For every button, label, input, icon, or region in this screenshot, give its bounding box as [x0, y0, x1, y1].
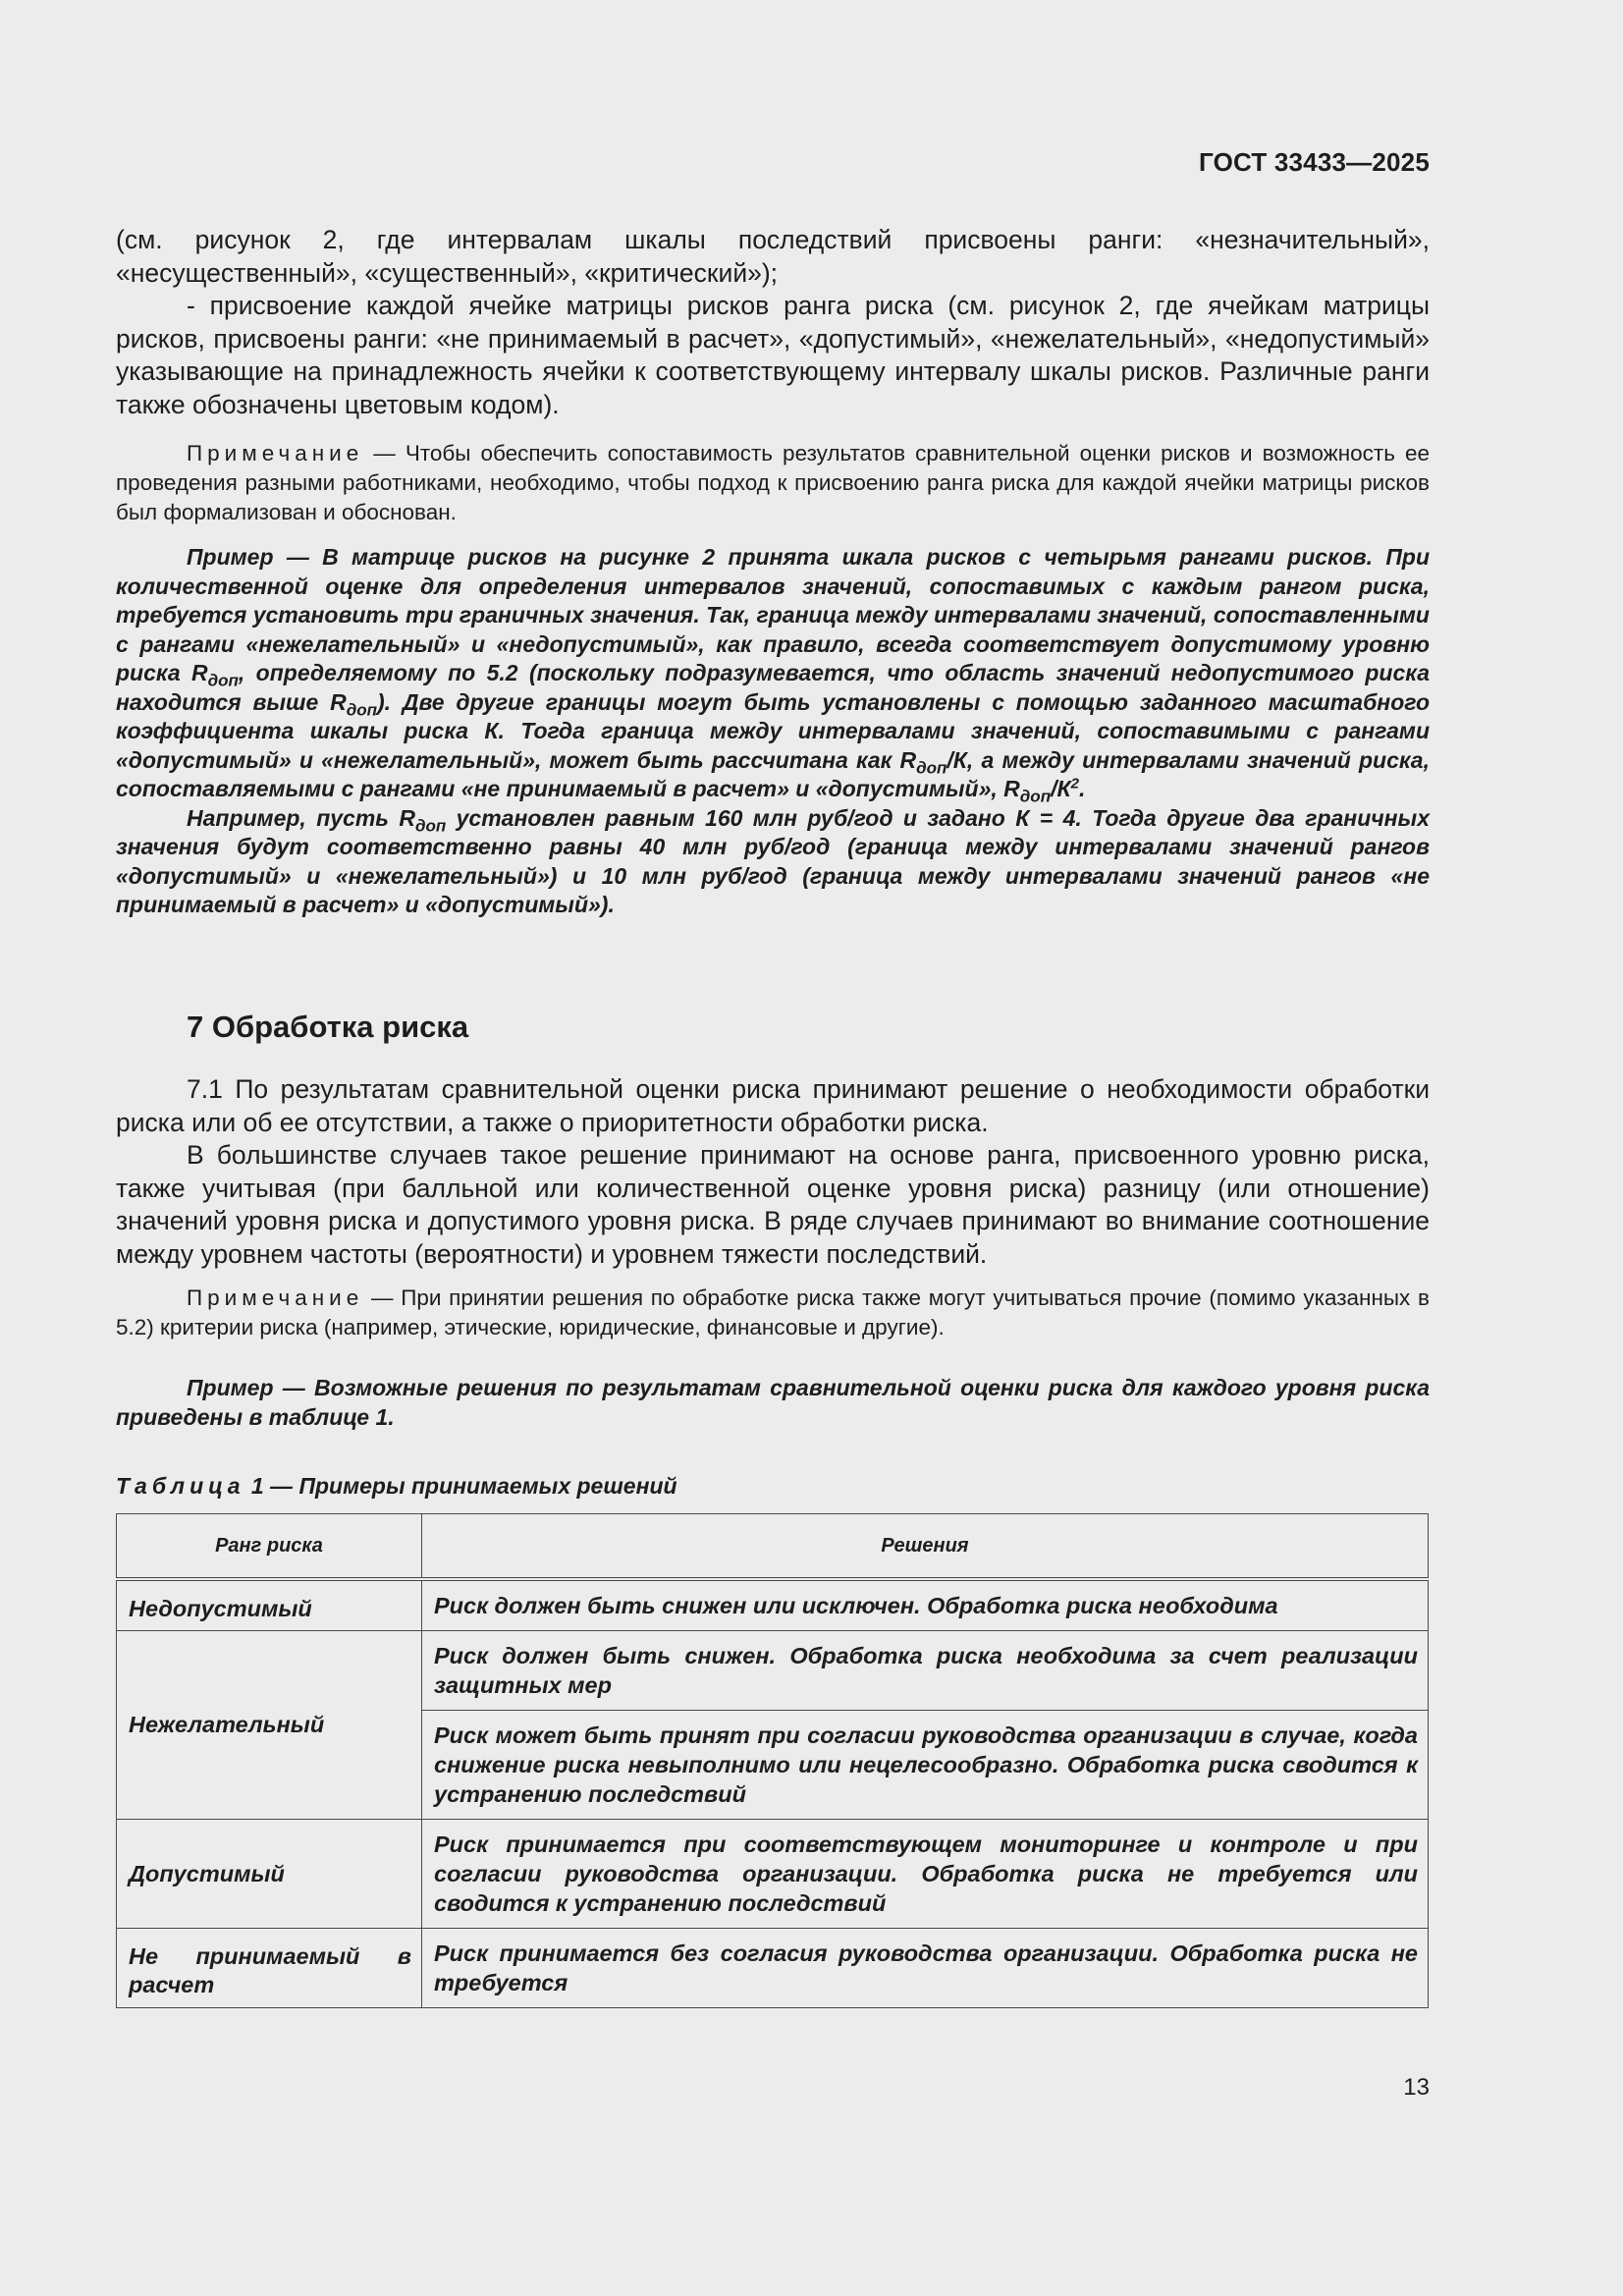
example-2: [116, 1374, 1430, 1432]
note-label: Примечание: [187, 1285, 364, 1310]
header-decisions: Решения: [422, 1514, 1429, 1580]
rank-cell: Допустимый: [117, 1820, 422, 1929]
rank-cell: Нежелательный: [117, 1631, 422, 1820]
decision-cell: Риск принимается без согласия руководства организации. Обработка риска не требуется: [422, 1929, 1429, 2008]
paragraph-7-1: 7.1 По результатам сравнительной оценки риска принимают решение о необходимости обработки риска или об ее отсутствии, а также о приоритетности обработки риска.: [116, 1074, 1430, 1137]
decision-cell: Риск должен быть снижен. Обработка риска необходима за счет реализации защитных мер: [422, 1631, 1429, 1711]
example-1-paragraph: Пример — В матрице рисков на рисунке 2 принята шкала рисков с четырьмя рангами рисков. При количественной оценке для определения интервалов значений, сопоставимых с каждым рангом риска, требуется установить три граничных значения. Так, граница между интервалами значений, сопоставленными с рангами «нежелательный» и «недопустимый», как правило, всегда соответствует допустимому уровню риска $R_{доп}$, определяемому по 5.2 (поскольку подразумевается, что область значений недопустимого риска находится выше $R_{доп}$). Две другие границы могут быть установлены с помощью заданного масштабного коэффициента шкалы риска К. Тогда граница между интервалами значений, сопоставимыми с рангами «допустимый» и «нежелательный», может быть рассчитана как $R_{доп}/К$, а между интервалами значений риска, сопоставляемыми с рангами «не принимаемый в расчет» и «допустимый», $R_{доп}/К^2$.: [116, 544, 1431, 806]
section-7-title-block: [116, 1010, 1430, 1045]
table-row: [117, 1631, 1429, 1711]
note-1: [116, 439, 1430, 527]
rank-cell: Не принимаемый в расчет: [117, 1929, 422, 2008]
intro-block: [116, 224, 1430, 421]
example-2-paragraph: Пример — Возможные решения по результатам сравнительной оценки риска для каждого уровня риска приведены в таблице 1.: [116, 1375, 1430, 1430]
header-rank: Ранг риска: [117, 1514, 422, 1580]
example-1-calculation: Например, пусть $R_{доп}$ установлен равным 160 млн руб/год и задано К = 4. Тогда другие два граничных значения будут соответственно равны 40 млн руб/год (граница между интервалами значений рангов «допустимый» и «нежелательный») и 10 млн руб/год (граница между интервалами значений рангов «не принимаемый в расчет» и «допустимый»).: [116, 804, 1430, 917]
decisions-table: [116, 1513, 1429, 2008]
note-text: — Чтобы обеспечить сопоставимость результатов сравнительной оценки рисков и возможность ее проведения разными работниками, необходимо, чтобы подход к присвоению ранга риска для каждой ячейки матрицы рисков был формализован и обоснован.: [116, 441, 1430, 524]
note-2: [116, 1284, 1430, 1342]
paragraph-7-1-cont: В большинстве случаев такое решение принимают на основе ранга, присвоенного уровню риска, также учитывая (при балльной или количественной оценке уровня риска) разницу (или отношение) значений уровня риска и допустимого уровня риска. В ряде случаев принимают во внимание соотношение между уровнем частоты (вероятности) и уровнем тяжести последствий.: [116, 1140, 1430, 1269]
decision-cell: Риск может быть принят при согласии руководства организации в случае, когда снижение риска невыполнимо или нецелесообразно. Обработка риска сводится к устранению последствий: [422, 1711, 1429, 1820]
example-1: [116, 543, 1430, 920]
note-label: Примечание: [187, 441, 364, 465]
decision-cell: Риск должен быть снижен или исключен. Обработка риска необходима: [422, 1579, 1429, 1631]
document-code-header: ГОСТ 33433—2025: [1199, 147, 1430, 177]
table-block: [116, 1513, 1430, 2008]
paragraph-matrix-ranks: - присвоение каждой ячейке матрицы рисков ранга риска (см. рисунок 2, где ячейкам матрицы рисков, присвоены ранги: «не принимаемый в расчет», «допустимый», «нежелательный», «недопустимый» указывающие на принадлежность ячейки к соответствующему интервалу шкалы рисков. Различные ранги также обозначены цветовым кодом).: [116, 291, 1430, 419]
section-7-body: [116, 1073, 1430, 1271]
table-caption: Таблица 1 — Примеры принимаемых решений: [116, 1473, 677, 1499]
table-row: [117, 1579, 1429, 1631]
table-row: [117, 1820, 1429, 1929]
paragraph-consequence-ranks: (см. рисунок 2, где интервалам шкалы последствий присвоены ранги: «незначительный», «несущественный», «существенный», «критический»);: [116, 225, 1430, 288]
section-title: 7 Обработка риска: [187, 1010, 469, 1044]
table-row: [117, 1929, 1429, 2008]
page-number: 13: [1403, 2074, 1430, 2101]
table-header-row: [117, 1514, 1429, 1580]
note-text: — При принятии решения по обработке риска также могут учитываться прочие (помимо указанных в 5.2) критерии риска (например, этические, юридические, финансовые и другие).: [116, 1285, 1430, 1339]
decision-cell: Риск принимается при соответствующем мониторинге и контроле и при согласии руководства организации. Обработка риска не требуется или сводится к устранению последствий: [422, 1820, 1429, 1929]
table-caption-block: [116, 1473, 1430, 1500]
rank-cell: Недопустимый: [117, 1579, 422, 1631]
